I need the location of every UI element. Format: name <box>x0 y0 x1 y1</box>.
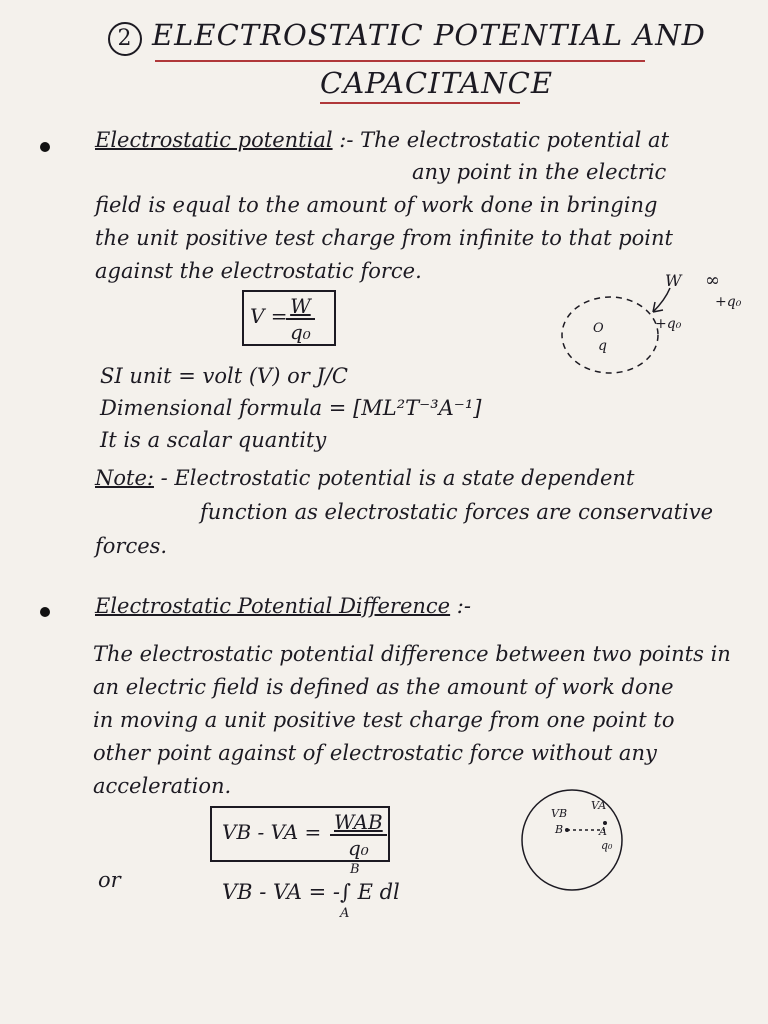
section2-heading-line <box>95 594 471 618</box>
label-vb: VB <box>551 807 568 820</box>
label-q0-infinity: +q₀ <box>715 294 742 310</box>
section2-line1: The electrostatic potential difference between two points in <box>93 642 731 666</box>
label-b: B <box>555 823 564 836</box>
note-label: Note: <box>95 466 154 490</box>
label-w: W <box>665 271 682 290</box>
label-o: O <box>593 321 604 336</box>
label-va: VA <box>591 799 607 812</box>
bullet-2 <box>40 607 50 617</box>
formula-denominator: q₀ <box>290 320 311 344</box>
title-line-1: ELECTROSTATIC POTENTIAL AND <box>152 18 706 52</box>
section2-line2: an electric field is defined as the amount of work done <box>93 675 674 699</box>
label-a: A <box>599 825 607 838</box>
integral-upper-limit: B <box>350 862 360 877</box>
note-text-1: - Electrostatic potential is a state dependent <box>160 466 635 490</box>
section1-heading: Electrostatic potential <box>95 128 333 152</box>
potential-diagram <box>555 270 755 380</box>
point-b-dot <box>565 828 569 832</box>
section1-line1-rest: :- The electrostatic potential at <box>339 128 670 152</box>
potential-difference-diagram <box>515 795 635 887</box>
section1-line4: the unit positive test charge from infinite to that point <box>95 226 673 250</box>
title-line-2: CAPACITANCE <box>320 66 554 100</box>
note-line-3: forces. <box>95 534 168 558</box>
or-label: or <box>98 868 121 892</box>
pd-formula-lhs: VB - VA = <box>222 820 322 844</box>
section2-heading-suffix: :- <box>456 594 471 618</box>
formula-numerator: W <box>286 294 315 320</box>
bullet-1 <box>40 142 50 152</box>
dimensional-formula-line: Dimensional formula = [ML²T⁻³A⁻¹] <box>100 396 482 420</box>
section1-line1 <box>95 128 669 152</box>
page-title <box>108 18 706 56</box>
section1-line5: against the electrostatic force. <box>95 259 422 283</box>
label-q0: q₀ <box>601 839 613 852</box>
label-q: q <box>598 338 607 354</box>
potential-formula-box <box>242 290 336 346</box>
chapter-number: 2 <box>108 22 142 56</box>
note-line-1 <box>95 466 634 490</box>
potential-difference-box <box>210 806 390 862</box>
equipotential-circle <box>562 297 658 373</box>
pd-formula-fraction <box>330 810 387 860</box>
title-underline-1 <box>155 60 645 62</box>
section1-line2: any point in the electric <box>412 160 667 184</box>
section2-line5: acceleration. <box>93 774 232 798</box>
si-unit-line: SI unit = volt (V) or J/C <box>100 364 348 388</box>
formula-fraction <box>286 294 315 344</box>
work-arrow <box>653 288 670 312</box>
pd-formula-denominator: q₀ <box>347 836 369 860</box>
title-underline-2 <box>320 102 520 104</box>
integral-formula: VB - VA = -∫ E dl <box>222 880 400 904</box>
label-q0-point: +q₀ <box>655 316 682 332</box>
section2-line3: in moving a unit positive test charge from one point to <box>93 708 675 732</box>
scalar-line: It is a scalar quantity <box>100 428 327 452</box>
section2-heading: Electrostatic Potential Difference <box>95 594 451 618</box>
pd-formula-numerator: WAB <box>330 810 387 836</box>
formula-lhs: V = <box>250 304 288 328</box>
section2-line4: other point against of electrostatic force without any <box>93 741 657 765</box>
label-infinity: ∞ <box>705 270 720 291</box>
integral-lower-limit: A <box>340 906 350 921</box>
section1-line3: field is equal to the amount of work done in bringing <box>95 193 658 217</box>
note-line-2: function as electrostatic forces are conservative <box>200 500 714 524</box>
